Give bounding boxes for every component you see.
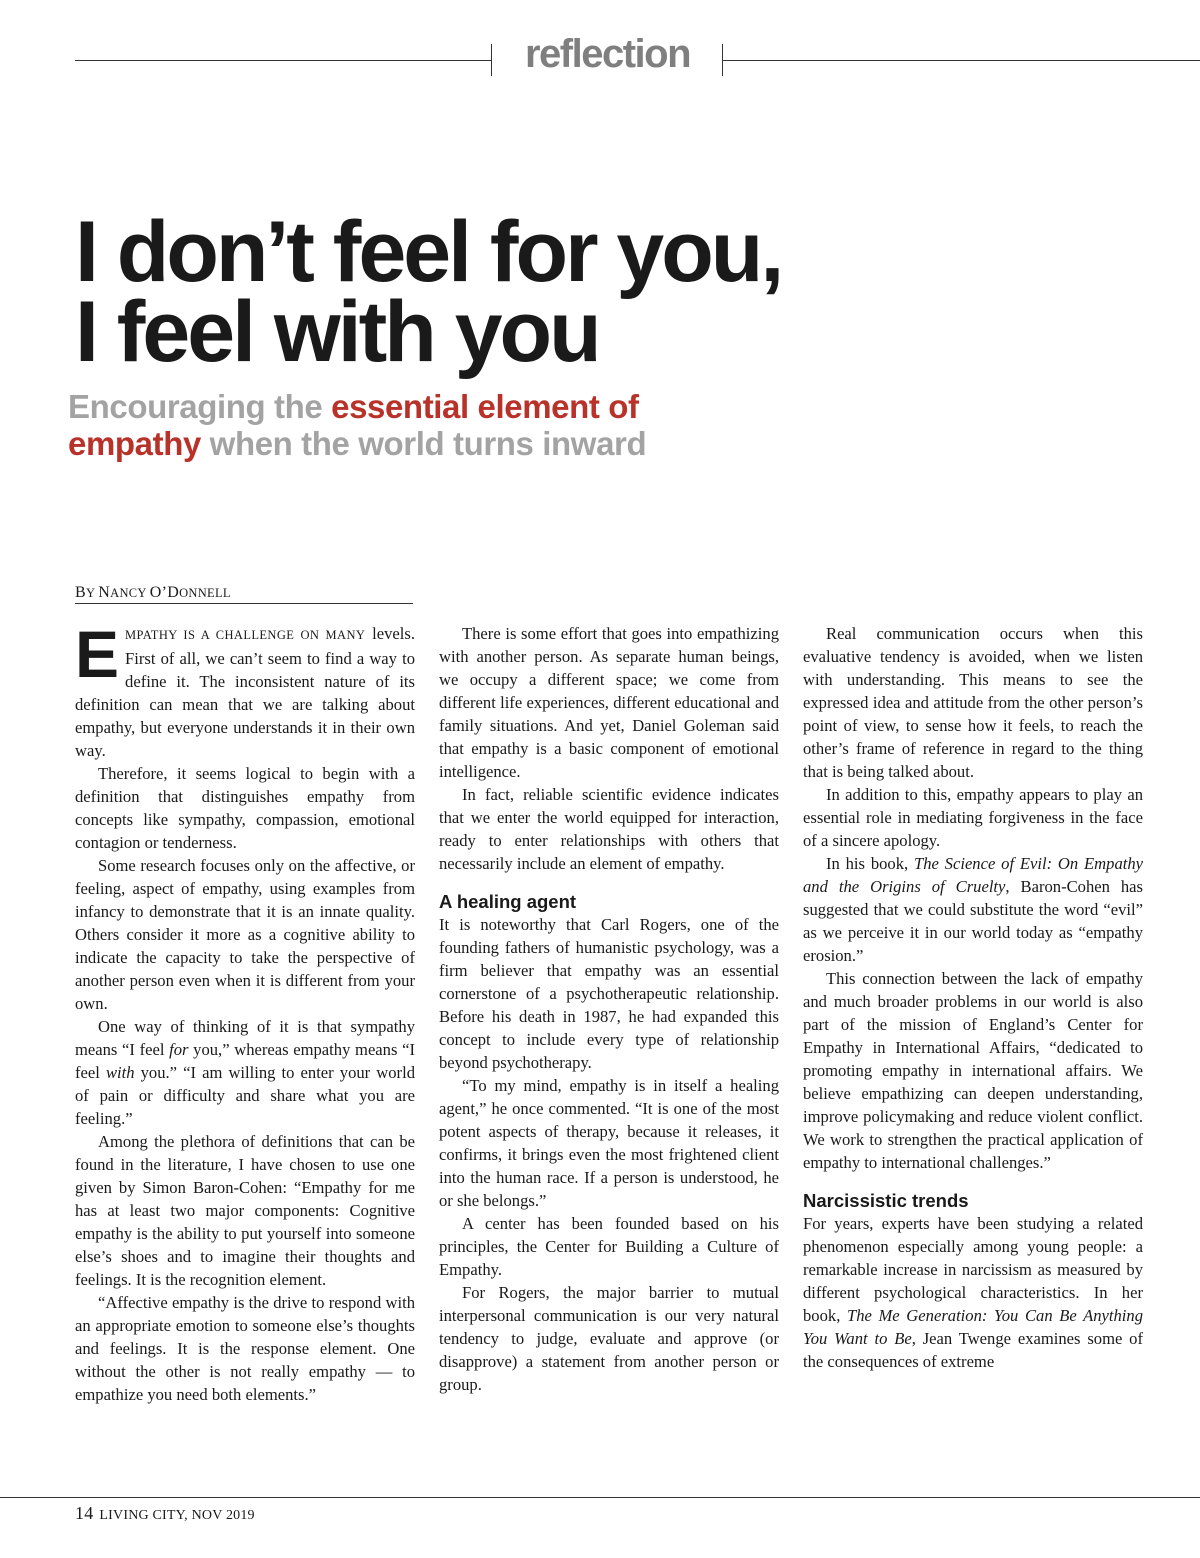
paragraph: “Affective empathy is the drive to respond with an appropriate emotion to someone else’s thoughts and feelings. It is the response element. One without the other is not really empathy — to empathize you need both elements.”	[75, 1293, 415, 1404]
header-rule-left	[75, 60, 491, 61]
paragraph: This connection between the lack of empathy and much broader problems in our world is also part of the mission of England’s Center for Empathy in International Affairs, “dedicated to promoting empathy in international affairs. We believe empathizing can deepen understanding, improve policymaking and reduce violent conflict. We work to strengthen the practical application of empathy to international challenges.”	[803, 969, 1143, 1172]
headline-line-1: I don’t feel for you,	[75, 204, 782, 300]
byline-by-initial: B	[75, 584, 86, 601]
paragraph: A center has been founded based on his principles, the Center for Building a Culture of Empathy.	[439, 1214, 779, 1279]
text-run: you,” whereas empathy means “I feel	[75, 1040, 415, 1082]
paragraph: In fact, reliable scientific evidence indicates that we enter the world equipped for interaction, ready to enter relationships with others that necessarily include an element of empathy.	[439, 785, 779, 873]
paragraph: Some research focuses only on the affective, or feeling, aspect of empathy, using examples from infancy to demonstrate that it is an innate quality. Others consider it more as a cognitive ability to indicate the capacity to take the perspective of another person even when it is different from your own.	[75, 856, 415, 1013]
section-label: reflection	[524, 32, 691, 76]
paragraph: Therefore, it seems logical to begin with a definition that distinguishes empathy from concepts like sympathy, compassion, emotional contagion or tenderness.	[75, 764, 415, 852]
page-footer	[75, 1503, 255, 1524]
deck-accent-2: empathy	[68, 425, 201, 462]
paragraph: There is some effort that goes into empathizing with another person. As separate human beings, we occupy a different space; we come from different life experiences, different educational and family situations. And yet, Daniel Goleman said that empathy is a basic component of emotional intelligence.	[439, 624, 779, 781]
byline-first-initial: N	[98, 584, 111, 601]
paragraph	[75, 617, 415, 762]
text-run: , Jean Twenge examines some of the consequences of extreme	[803, 1329, 1144, 1371]
deck-accent-1: essential element of	[331, 388, 639, 425]
byline-by-rest: Y	[85, 586, 99, 600]
paragraph: In addition to this, empathy appears to play an essential role in mediating forgiveness in the face of a sincere apology.	[803, 785, 1143, 850]
text-run: you.” “I am willing to enter your world of pain or difficulty and share what you are feeling.”	[75, 1063, 415, 1128]
paragraph: For Rogers, the major barrier to mutual interpersonal communication is our very natural tendency to judge, evaluate and approve (or disapprove) a statement from another person or group.	[439, 1283, 779, 1394]
byline	[75, 584, 413, 604]
paragraph: “To my mind, empathy is in itself a healing agent,” he once commented. “It is one of the most potent aspects of therapy, because it releases, it confirms, it brings even the most frightened client into the human race. If a person is understood, he or she belongs.”	[439, 1076, 779, 1210]
book-title: The Me Generation: You Can Be Anything You Want to Be	[803, 1306, 1143, 1348]
paragraph: Real communication occurs when this evaluative tendency is avoided, when we listen with understanding. This means to see the expressed idea and attitude from the other person’s point of view, to sense how it feels, to reach the other’s frame of reference in regard to the thing that is being talked about.	[803, 624, 1143, 781]
deck-part-1: Encouraging the	[68, 388, 332, 425]
text-run: , Baron-Cohen has suggested that we could substitute the word “evil” as we perceive it in our world today as “empathy erosion.”	[803, 877, 1143, 965]
headline	[75, 204, 1075, 380]
paragraph: Among the plethora of definitions that can be found in the literature, I have chosen to use one given by Simon Baron-Cohen: “Empathy for me has at least two major components: Cognitive empathy is the ability to put yourself into someone else’s shoes and to imagine their thoughts and feelings. It is the recognition element.	[75, 1132, 415, 1289]
article-column-3	[803, 622, 1143, 1373]
paragraph	[803, 852, 1143, 967]
footer-rule	[0, 1497, 1200, 1498]
header-tick-left	[491, 44, 492, 76]
page-number: 14	[75, 1503, 94, 1523]
subhead: A healing agent	[439, 891, 577, 912]
text-run: In his book,	[826, 854, 914, 873]
publication-info: LIVING CITY, NOV 2019	[99, 1508, 255, 1523]
emphasis: for	[169, 1040, 189, 1059]
subhead: Narcissistic trends	[803, 1190, 969, 1211]
byline-last-initial: O’D	[149, 584, 180, 601]
lead-in: MPATHY IS A CHALLENGE ON MANY	[125, 628, 366, 642]
byline-last-rest: ONNELL	[179, 586, 231, 600]
paragraph: It is noteworthy that Carl Rogers, one of the founding fathers of humanistic psychology, was a firm believer that empathy was an essential cornerstone of a psychotherapeutic relationship. Before his death in 1987, he had expanded this concept to include every type of relationship beyond psychotherapy.	[439, 915, 779, 1072]
text-run: One way of thinking of it is that sympathy means “I feel	[75, 1017, 415, 1059]
article-column-1	[75, 617, 415, 1406]
headline-line-2: I feel with you	[75, 284, 599, 380]
paragraph	[75, 1015, 415, 1130]
emphasis: with	[105, 1063, 135, 1082]
deck-part-2: when the world turns inward	[200, 425, 647, 462]
byline-first-rest: ANCY	[110, 586, 150, 600]
article-column-2	[439, 622, 779, 1396]
lead-rest: levels. First of all, we can’t seem to find a way to define it. The inconsistent nature of its definition can mean that we are talking about empathy, but everyone understands it in their own way.	[75, 624, 415, 760]
deck	[68, 388, 968, 462]
text-run: For years, experts have been studying a related phenomenon especially among young people: a remarkable increase in narcissism as measured by different psychological characteristics. In her book,	[803, 1214, 1143, 1325]
drop-cap: E	[75, 617, 120, 691]
book-title: The Science of Evil: On Empathy and the Origins of Cruelty	[803, 854, 1144, 896]
paragraph	[803, 1212, 1143, 1373]
section-header	[0, 30, 1200, 90]
header-rule-right	[722, 60, 1200, 61]
